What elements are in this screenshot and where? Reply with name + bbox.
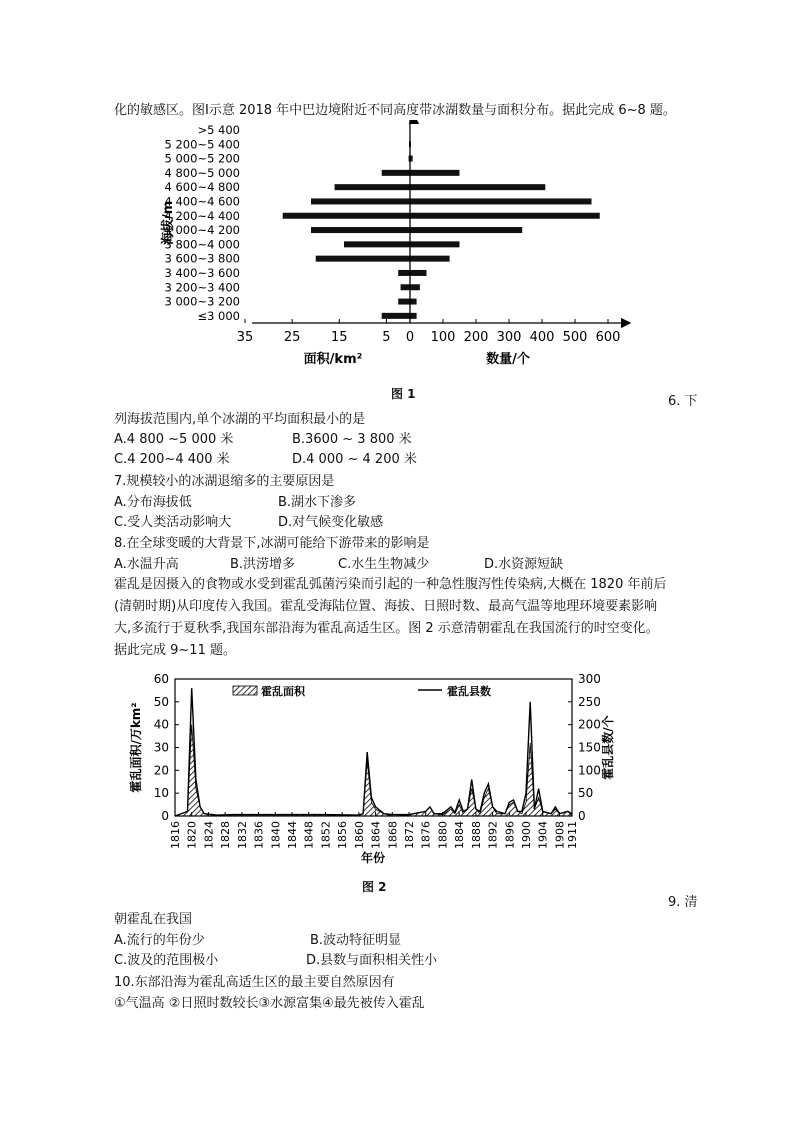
q9-stem: 朝霍乱在我国 bbox=[114, 912, 193, 927]
q10-stem: 10.东部沿海为霍乱高适生区的最主要自然原因有 bbox=[114, 975, 395, 990]
x-tick-label: 1832 bbox=[235, 821, 249, 849]
x-tick-label: 1868 bbox=[386, 821, 400, 849]
q7-option-d: D.对气候变化敏感 bbox=[278, 515, 384, 530]
q9-option-b: B.波动特征明显 bbox=[310, 933, 402, 948]
x-tick-label: 1864 bbox=[369, 821, 383, 849]
y-tick-label-right: 300 bbox=[578, 672, 601, 686]
q7-option-b: B.湖水下渗多 bbox=[278, 495, 357, 510]
q7-option-a: A.分布海拔低 bbox=[114, 495, 192, 510]
altitude-label: 4 200~4 400 bbox=[164, 208, 240, 223]
altitude-label: 5 000~5 200 bbox=[164, 151, 240, 166]
q9-number: 9. 清 bbox=[668, 895, 698, 910]
x-tick-label: 1844 bbox=[286, 821, 300, 849]
bar-altitude bbox=[283, 213, 600, 219]
figure2-caption: 图 2 bbox=[362, 880, 387, 894]
altitude-lake-chart bbox=[0, 120, 794, 420]
plot-frame bbox=[175, 679, 572, 816]
altitude-label: 4 800~5 000 bbox=[164, 165, 240, 180]
bar-altitude bbox=[344, 241, 460, 247]
intro-text: 化的敏感区。图Ⅰ示意 2018 年中巴边境附近不同高度带冰湖数量与面积分布。据此完成 6~8 题。 bbox=[114, 103, 676, 118]
bar-altitude bbox=[335, 184, 546, 190]
passage2-line1: 霍乱是因摄入的食物或水受到霍乱弧菌污染而引起的一种急性腹泻性传染病,大概在 1820 年前后 bbox=[114, 577, 667, 592]
x-tick-label: 1900 bbox=[520, 821, 534, 849]
count-tick-label: 600 bbox=[595, 330, 621, 345]
y-tick-label-left: 60 bbox=[153, 672, 169, 686]
count-tick-label: 400 bbox=[529, 330, 555, 345]
y-tick-label-left: 30 bbox=[153, 740, 169, 755]
altitude-label: 4 600~4 800 bbox=[164, 180, 240, 195]
y-tick-label-left: 20 bbox=[153, 763, 169, 778]
y-tick-label-right: 150 bbox=[578, 740, 601, 755]
bar-altitude bbox=[382, 313, 417, 319]
area-tick-label: 15 bbox=[331, 330, 348, 345]
q9-option-d: D.县数与面积相关性小 bbox=[306, 953, 438, 968]
q9-option-c: C.波及的范围极小 bbox=[114, 953, 219, 968]
cholera-timeline-chart bbox=[0, 665, 794, 875]
altitude-label: 4 000~4 200 bbox=[164, 223, 240, 238]
bar-altitude bbox=[316, 256, 450, 262]
y-tick-label-right: 50 bbox=[578, 786, 594, 801]
count-axis-label: 数量/个 bbox=[486, 352, 530, 367]
x-tick-label: 1824 bbox=[202, 821, 216, 849]
area-axis-label: 面积/km² bbox=[303, 352, 363, 367]
y-tick-label-left: 50 bbox=[153, 694, 169, 709]
q8-stem: 8.在全球变暖的大背景下,冰湖可能给下游带来的影响是 bbox=[114, 536, 430, 551]
y-tick-label-right: 200 bbox=[578, 717, 601, 732]
y-tick-label-right: 100 bbox=[578, 763, 601, 778]
altitude-label: 3 200~3 400 bbox=[164, 280, 240, 295]
q10-options: ①气温高 ②日照时数较长③水源富集④最先被传入霍乱 bbox=[114, 996, 425, 1011]
x-tick-label: 1856 bbox=[336, 821, 350, 849]
q9-option-a: A.流行的年份少 bbox=[114, 933, 205, 948]
passage2-line3: 大,多流行于夏秋季,我国东部沿海为霍乱高适生区。图 2 示意清朝霍乱在我国流行的时空变化。 bbox=[114, 621, 659, 636]
bar-altitude bbox=[398, 299, 416, 305]
area-tick-label: 25 bbox=[283, 330, 301, 345]
x-tick-label: 1876 bbox=[419, 821, 433, 849]
area-tick-label: 35 bbox=[236, 330, 254, 345]
altitude-label: 3 800~4 000 bbox=[164, 237, 240, 252]
x-tick-label: 1884 bbox=[453, 821, 467, 849]
y-axis-label-left: 霍乱面积/万km² bbox=[129, 702, 143, 793]
altitude-label: 3 600~3 800 bbox=[164, 251, 240, 266]
x-tick-label: 1836 bbox=[252, 821, 266, 849]
x-tick-label: 1872 bbox=[403, 821, 417, 849]
count-tick-label: 0 bbox=[405, 330, 415, 345]
altitude-label: 5 200~5 400 bbox=[164, 137, 240, 152]
q6-option-b: B.3600 ~ 3 800 米 bbox=[292, 432, 412, 447]
y-tick-label-left: 0 bbox=[161, 809, 169, 823]
altitude-label: ≤3 000 bbox=[197, 308, 240, 323]
x-tick-label: 1816 bbox=[169, 821, 182, 849]
y-axis-label-right: 霍乱县数/个 bbox=[601, 715, 615, 780]
bar-altitude bbox=[311, 227, 522, 233]
q8-option-b: B.洪涝增多 bbox=[230, 557, 296, 572]
y-tick-label-right: 0 bbox=[578, 809, 586, 823]
x-tick-label: 1908 bbox=[553, 821, 567, 849]
figure1-caption: 图 1 bbox=[391, 387, 416, 401]
count-tick-label: 300 bbox=[496, 330, 522, 345]
q7-option-c: C.受人类活动影响大 bbox=[114, 515, 232, 530]
x-tick-label: 1880 bbox=[436, 821, 450, 849]
x-tick-label: 1911 bbox=[566, 821, 579, 849]
altitude-label: 3 400~3 600 bbox=[164, 265, 240, 280]
count-tick-label: 100 bbox=[430, 330, 456, 345]
x-tick-label: 1860 bbox=[352, 821, 366, 849]
bar-altitude bbox=[398, 270, 426, 276]
altitude-label: 4 400~4 600 bbox=[164, 194, 240, 209]
legend-label-counties: 霍乱县数 bbox=[447, 685, 491, 698]
x-tick-label: 1896 bbox=[503, 821, 517, 849]
x-tick-label: 1820 bbox=[185, 821, 199, 849]
q6-stem: 列海拔范围内,单个冰湖的平均面积最小的是 bbox=[114, 412, 366, 427]
q6-option-c: C.4 200~4 400 米 bbox=[114, 452, 230, 467]
q7-stem: 7.规模较小的冰湖退缩多的主要原因是 bbox=[114, 474, 335, 489]
area-tick-label: 5 bbox=[382, 330, 391, 345]
x-tick-label: 1892 bbox=[486, 821, 500, 849]
series-line-counties bbox=[175, 688, 572, 816]
y-tick-label-left: 40 bbox=[153, 717, 169, 732]
x-tick-label: 1848 bbox=[302, 821, 316, 849]
x-tick-label: 1904 bbox=[536, 821, 550, 849]
x-tick-label: 1888 bbox=[469, 821, 483, 849]
q6-option-a: A.4 800 ~5 000 米 bbox=[114, 432, 234, 447]
passage2-line4: 据此完成 9~11 题。 bbox=[114, 643, 236, 658]
y-tick-label-right: 250 bbox=[578, 694, 601, 709]
altitude-label: >5 400 bbox=[197, 122, 240, 137]
altitude-axis-label: 海拔/m bbox=[161, 200, 176, 246]
bar-altitude bbox=[382, 170, 460, 176]
q8-option-a: A.水温升高 bbox=[114, 557, 179, 572]
q8-option-c: C.水生生物减少 bbox=[338, 557, 430, 572]
x-axis-label: 年份 bbox=[360, 851, 386, 865]
count-tick-label: 500 bbox=[562, 330, 588, 345]
legend-swatch-area bbox=[233, 686, 257, 695]
legend-label-area: 霍乱面积 bbox=[261, 685, 305, 698]
x-tick-label: 1828 bbox=[219, 821, 233, 849]
bar-altitude bbox=[311, 198, 592, 204]
q8-option-d: D.水资源短缺 bbox=[484, 557, 564, 572]
q6-number: 6. 下 bbox=[668, 394, 698, 409]
q6-option-d: D.4 000 ~ 4 200 米 bbox=[292, 452, 417, 467]
x-tick-label: 1852 bbox=[319, 821, 333, 849]
passage2-line2: (清朝时期)从印度传入我国。霍乱受海陆位置、海拔、日照时数、最高气温等地理环境要素影响 bbox=[114, 599, 658, 614]
count-tick-label: 200 bbox=[463, 330, 489, 345]
altitude-label: 3 000~3 200 bbox=[164, 294, 240, 309]
x-tick-label: 1840 bbox=[269, 821, 283, 849]
y-tick-label-left: 10 bbox=[153, 786, 169, 801]
